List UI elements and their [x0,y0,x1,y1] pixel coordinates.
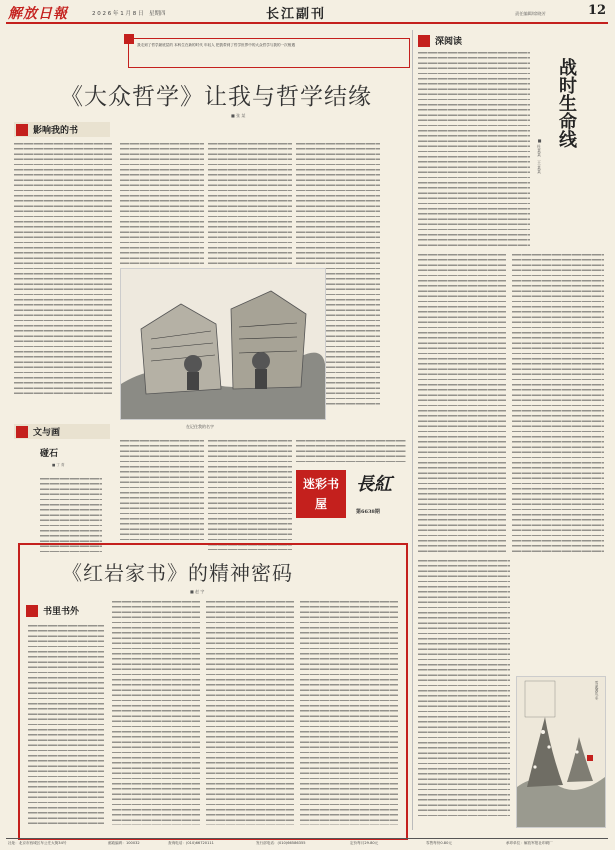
section-influence-header [14,122,110,137]
illustration-caption: 在记住我的名字 [186,424,214,429]
poem-title: 碰石 [40,449,59,459]
banner-issue: 第6638期 [356,509,380,515]
right-painting [516,676,606,828]
right-column-1 [418,52,530,248]
poem-author: ■ 丁 青 [52,463,65,467]
right-column-2 [418,254,506,554]
poem-lines [40,478,102,553]
top-article-column-7 [208,440,292,550]
painting-caption: 雪泥鸿爪·冬 [595,681,599,701]
bottom-article-title: 《红岩家书》的精神密码 [62,561,293,585]
section-wenyuhua-header [14,424,110,439]
top-article-title: 《大众哲学》让我与哲学结缘 [60,84,372,110]
section-deepread-header [416,33,496,48]
bottom-article-column-1 [28,625,104,825]
section-marker [26,605,38,617]
right-article-author: ■ 杜某某 王 某某 [537,138,542,174]
column-divider [412,30,413,830]
masthead [0,0,615,26]
bottom-article-author: ■ 赵 宇 [190,589,205,594]
footer-printer: 承印单位：解放军报社印刷厂 [506,841,553,845]
center-illustration [120,268,326,420]
page-editor: 责任编辑/席晓芳 [515,11,546,16]
top-article-column-1 [14,143,112,398]
section-marker [16,124,28,136]
footer-zip: 邮政编码：100032 [108,841,140,845]
footer-phone2: 发行部电话：(010)66586355 [256,841,306,845]
section-marker [16,426,28,438]
newspaper-logo: 解放日報 [8,6,68,22]
footer-price: 定价每月29.80元 [350,841,379,845]
bottom-article-box [18,543,408,840]
footer-phone1: 查询电话：(010)66720111 [168,841,214,845]
section-title: 长江副刊 [266,7,327,22]
right-column-3 [512,254,604,554]
woodcut-illustration [121,269,325,419]
footer [8,841,608,849]
top-article-column-6 [120,440,204,545]
section-wenyuhua-label: 文与画 [33,428,61,438]
banner-brand: 迷彩书屋 [302,477,339,511]
section-influence-label: 影响我的书 [33,126,79,136]
banner-logo [296,470,346,518]
issue-date: 2 0 2 6 年 1 月 8 日 星期四 [92,11,166,17]
lead-box-text: 我走到了哲学最底层的 本科生在新的时代 年轻人 把我带到了哲学世界中的大众哲学与我的一次相遇 [137,43,295,47]
top-article-author: ■ 张 某 [231,113,246,118]
section-bookends-label: 书里书外 [43,607,80,617]
section-marker [418,35,430,47]
right-article-title: 战时生命线 [556,58,577,148]
page-number: 12 [588,3,607,18]
top-article-column-8 [296,440,406,465]
banner-calligraphy: 長紅 [356,474,392,495]
bottom-article-column-2 [112,601,200,825]
right-column-4 [418,560,510,820]
bottom-article-column-4 [300,601,398,825]
section-bookends-header [24,603,112,618]
footer-address: 社址：北京市西城区车公庄大街34号 [8,841,67,845]
lead-box-corner [124,34,134,44]
painting-seal [587,755,593,761]
lead-box [128,38,410,68]
section-deepread-label: 深阅读 [435,37,463,47]
bottom-article-column-3 [206,601,294,825]
masthead-rule [6,22,608,24]
footer-rule [6,838,608,839]
footer-ad: 零售每份0.80元 [426,841,452,845]
